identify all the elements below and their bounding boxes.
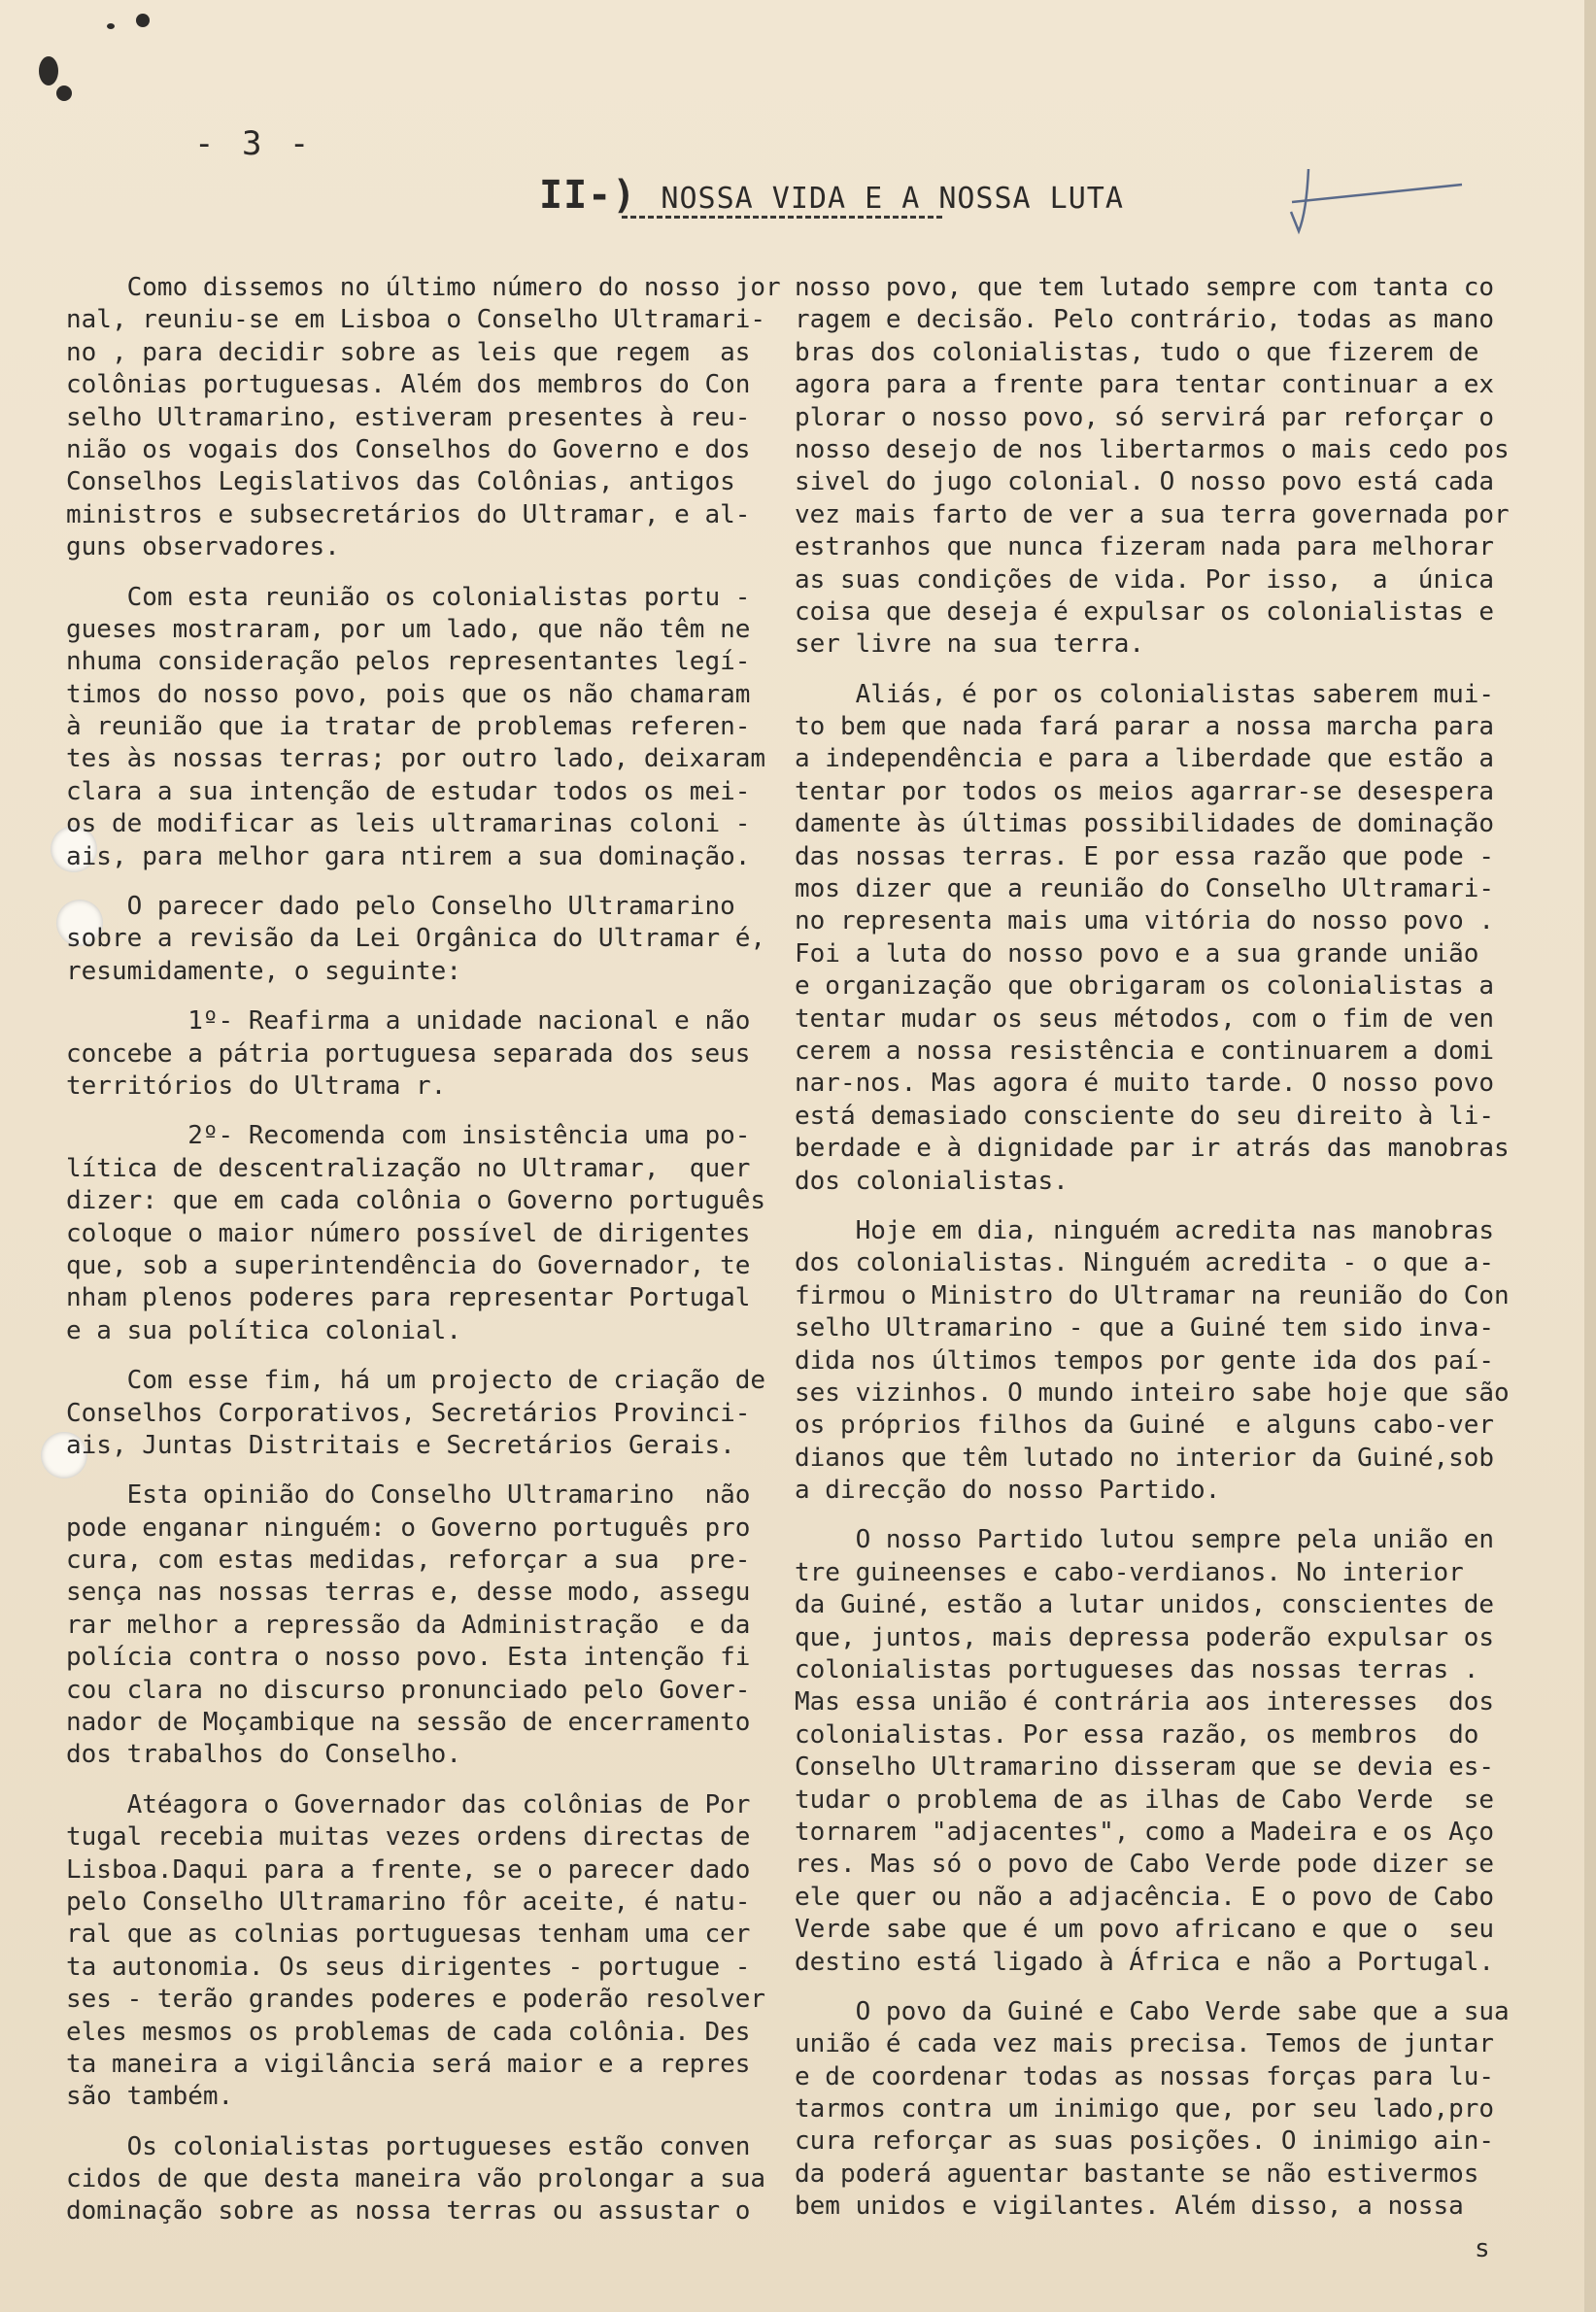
paragraph-gap: [66, 1772, 785, 1789]
text-line: e de coordenar todas as nossas forças para lu-: [795, 2061, 1495, 2091]
text-line: ses vizinhos. O mundo inteiro sabe hoje que são: [795, 1377, 1510, 1408]
text-line: selho Ultramarino - que a Guiné tem sido inva-: [795, 1313, 1495, 1343]
text-line: eles mesmos os problemas de cada colônia. Des: [66, 2017, 751, 2047]
text-line: territórios do Ultrama r.: [66, 1071, 447, 1101]
text-line: está demasiado consciente do seu direito à li-: [795, 1101, 1495, 1131]
text-line: dos colonialistas.: [795, 1166, 1069, 1196]
text-line: dominação sobre as nossa terras ou assustar o: [66, 2196, 751, 2227]
text-line: ral que as colnias portuguesas tenham uma cer: [66, 1920, 751, 1950]
text-line: Lisboa.Daqui para a frente, se o parecer dado: [66, 1854, 751, 1885]
text-line: nador de Moçambique na sessão de encerramento: [66, 1708, 751, 1738]
text-line: ais, para melhor gara ntirem a sua dominação.: [66, 841, 751, 871]
title-underline: [622, 216, 942, 219]
text-line: ais, Juntas Distritais e Secretários Gerais.: [66, 1430, 735, 1460]
text-line: tentar por todos os meios agarrar-se desespera: [795, 776, 1495, 806]
section-title: [539, 173, 1124, 218]
ink-smudge: [136, 14, 150, 27]
text-line: resumidamente, o seguinte:: [66, 956, 461, 986]
text-line: timos do nosso povo, pois que os não chamaram: [66, 679, 751, 709]
text-line: no , para decidir sobre as leis que regem as: [66, 337, 751, 367]
text-line: dizer: que em cada colônia o Governo português: [66, 1186, 766, 1216]
text-line: Com esta reunião os colonialistas portu -: [66, 582, 751, 612]
text-line: tes às nossas terras; por outro lado, deixaram: [66, 744, 766, 774]
text-line: concebe a pátria portuguesa separada dos seus: [66, 1038, 751, 1069]
text-line: Esta opinião do Conselho Ultramarino não: [66, 1480, 751, 1511]
text-line: dos colonialistas. Ninguém acredita - o que a-: [795, 1248, 1495, 1278]
text-line: sença nas nossas terras e, desse modo, assegu: [66, 1578, 751, 1608]
text-line: sobre a revisão da Lei Orgânica do Ultramar é,: [66, 924, 766, 954]
text-line: Verde sabe que é um povo africano e que o seu: [795, 1915, 1495, 1945]
text-line: ser livre na sua terra.: [795, 629, 1145, 660]
text-line: nar-nos. Mas agora é muito tarde. O nosso povo: [795, 1069, 1495, 1099]
text-line: nosso povo, que tem lutado sempre com tanta co: [795, 273, 1495, 302]
text-line: Hoje em dia, ninguém acredita nas manobras: [795, 1215, 1495, 1245]
text-line: to bem que nada fará parar a nossa marcha para: [795, 712, 1495, 742]
paragraph-gap: [66, 564, 785, 582]
text-line: ragem e decisão. Pelo contrário, todas as mano: [795, 305, 1495, 335]
text-line: Como dissemos no último número do nosso jor: [66, 273, 781, 302]
text-line: Mas essa união é contrária aos interesses dos: [795, 1687, 1495, 1717]
text-line: coloque o maior número possível de dirigentes: [66, 1218, 751, 1248]
text-line: cou clara no discurso pronunciado pelo Gover-: [66, 1675, 751, 1705]
text-line: dos trabalhos do Conselho.: [66, 1740, 461, 1770]
text-line: os de modificar as leis ultramarinas coloni -: [66, 809, 751, 839]
text-line: destino está ligado à África e não a Portugal.: [795, 1947, 1495, 1977]
text-line: Conselho Ultramarino disseram que se devia es-: [795, 1752, 1495, 1783]
text-line: ta autonomia. Os seus dirigentes - portugue -: [66, 1952, 751, 1982]
text-line: das nossas terras. E por essa razão que pode -: [795, 841, 1495, 871]
text-line: O nosso Partido lutou sempre pela união en: [795, 1525, 1495, 1555]
text-line: berdade e à dignidade par ir atrás das manobras: [795, 1134, 1510, 1164]
paragraph-gap: [795, 1198, 1543, 1215]
text-line: dianos que têm lutado no interior da Guiné,sob: [795, 1443, 1495, 1473]
text-line: dida nos últimos tempos por gente ida dos paí-: [795, 1345, 1495, 1376]
text-line: são também.: [66, 2082, 234, 2112]
text-line: cerem a nossa resistência e continuarem a domi: [795, 1036, 1495, 1066]
text-line: ses - terão grandes poderes e poderão resolver: [66, 1985, 766, 2015]
text-line: Com esse fim, há um projecto de criação de: [66, 1366, 766, 1396]
text-line: estranhos que nunca fizeram nada para melhorar: [795, 532, 1495, 562]
text-line: pode enganar ninguém: o Governo português pro: [66, 1513, 751, 1543]
text-line: vez mais farto de ver a sua terra governada por: [795, 499, 1510, 529]
paragraph-gap: [795, 1507, 1543, 1524]
text-line: res. Mas só o povo de Cabo Verde pode dizer se: [795, 1850, 1495, 1880]
text-line: tudar o problema de as ilhas de Cabo Verde se: [795, 1785, 1495, 1815]
text-line: ministros e subsecretários do Ultramar, e al-: [66, 499, 751, 529]
text-line: tarmos contra um inimigo que, por seu lado,pro: [795, 2094, 1495, 2125]
footer-mark: s: [1475, 2234, 1490, 2263]
text-line: Atéagora o Governador das colônias de Por: [66, 1789, 751, 1819]
right-text-column: [795, 272, 1543, 2224]
text-line: 1º- Reafirma a unidade nacional e não: [66, 1006, 751, 1037]
text-line: selho Ultramarino, estiveram presentes à reu-: [66, 402, 751, 432]
text-line: gueses mostraram, por um lado, que não têm ne: [66, 614, 751, 644]
ink-smudge: [107, 23, 115, 29]
text-line: tentar mudar os seus métodos, com o fim de ven: [795, 1003, 1495, 1034]
paragraph-gap: [795, 662, 1543, 679]
page-number: - 3 -: [194, 124, 314, 163]
paragraph-gap: [66, 873, 785, 891]
paragraph-gap: [66, 1347, 785, 1365]
section-number: II-): [539, 173, 637, 218]
text-line: da poderá aguentar bastante se não estivermos: [795, 2159, 1479, 2189]
page-edge: [1584, 0, 1596, 2312]
text-line: tugal recebia muitas vezes ordens directas de: [66, 1822, 751, 1853]
text-line: sivel do jugo colonial. O nosso povo está cada: [795, 467, 1495, 497]
text-line: nosso desejo de nos libertarmos o mais cedo pos: [795, 434, 1510, 464]
text-line: colonialistas portugueses das nossas terras .: [795, 1655, 1479, 1685]
text-line: cidos de que desta maneira vão prolongar a sua: [66, 2164, 766, 2194]
paragraph-gap: [66, 2114, 785, 2131]
text-line: as suas condições de vida. Por isso, a única: [795, 564, 1495, 595]
text-line: lítica de descentralização no Ultramar, quer: [66, 1153, 751, 1183]
text-line: tre guineenses e cabo-verdianos. No interior: [795, 1557, 1464, 1587]
text-line: cura, com estas medidas, reforçar a sua pre-: [66, 1546, 751, 1576]
text-line: Conselhos Corporativos, Secretários Provinci-: [66, 1398, 751, 1428]
text-line: Aliás, é por os colonialistas saberem mui-: [795, 679, 1495, 709]
text-line: que, sob a superintendência do Governador, te: [66, 1250, 751, 1280]
paragraph-gap: [795, 1979, 1543, 1996]
text-line: à reunião que ia tratar de problemas referen-: [66, 712, 751, 742]
text-line: O povo da Guiné e Cabo Verde sabe que a sua: [795, 1996, 1510, 2026]
text-line: Foi a luta do nosso povo e a sua grande união: [795, 938, 1479, 969]
paragraph-gap: [66, 1103, 785, 1120]
text-line: coisa que deseja é expulsar os colonialistas e: [795, 596, 1495, 627]
paragraph-gap: [66, 1462, 785, 1479]
text-line: e a sua política colonial.: [66, 1315, 461, 1345]
text-line: rar melhor a repressão da Administração e da: [66, 1610, 751, 1640]
text-line: ta maneira a vigilância será maior e a repres: [66, 2049, 751, 2079]
text-line: colonialistas. Por essa razão, os membros do: [795, 1719, 1479, 1750]
section-heading: NOSSA VIDA E A NOSSA LUTA: [661, 182, 1124, 216]
pen-mark-icon: [1287, 163, 1472, 241]
text-line: união é cada vez mais precisa. Temos de juntar: [795, 2029, 1495, 2059]
text-line: ele quer ou não a adjacência. E o povo de Cabo: [795, 1882, 1495, 1912]
text-line: clara a sua intenção de estudar todos os mei-: [66, 776, 751, 806]
text-line: mos dizer que a reunião do Conselho Ultramari-: [795, 874, 1495, 904]
text-line: os próprios filhos da Guiné e alguns cabo-ver: [795, 1411, 1495, 1441]
text-line: a direcção do nosso Partido.: [795, 1476, 1221, 1506]
text-line: bem unidos e vigilantes. Além disso, a nossa: [795, 2192, 1464, 2222]
text-line: firmou o Ministro do Ultramar na reunião do Con: [795, 1280, 1510, 1310]
text-line: 2º- Recomenda com insistência uma po-: [66, 1121, 751, 1151]
text-line: nham plenos poderes para representar Portugal: [66, 1283, 751, 1313]
ink-smudge: [56, 85, 72, 101]
text-line: bras dos colonialistas, tudo o que fizerem de: [795, 337, 1479, 367]
text-line: nhuma consideração pelos representantes legí-: [66, 647, 751, 677]
text-line: Conselhos Legislativos das Colônias, antigos: [66, 467, 735, 497]
text-line: agora para a frente para tentar continuar a ex: [795, 370, 1495, 400]
text-line: Os colonialistas portugueses estão conven: [66, 2131, 751, 2161]
text-line: tornarem "adjacentes", como a Madeira e os Aço: [795, 1817, 1495, 1847]
text-line: plorar o nosso povo, só servirá par reforçar o: [795, 402, 1495, 432]
text-line: O parecer dado pelo Conselho Ultramarino: [66, 892, 735, 922]
text-line: guns observadores.: [66, 532, 340, 562]
text-line: nal, reuniu-se em Lisboa o Conselho Ultramari-: [66, 305, 766, 335]
text-line: colônias portuguesas. Além dos membros do Con: [66, 370, 751, 400]
text-line: da Guiné, estão a lutar unidos, conscientes de: [795, 1590, 1495, 1620]
paragraph-gap: [66, 988, 785, 1005]
left-text-column: [66, 272, 785, 2228]
text-line: pelo Conselho Ultramarino fôr aceite, é natu-: [66, 1887, 751, 1917]
text-line: damente às últimas possibilidades de dominação: [795, 809, 1495, 839]
text-line: polícia contra o nosso povo. Esta intenção fi: [66, 1643, 751, 1673]
text-line: cura reforçar as suas posições. O inimigo ain-: [795, 2126, 1495, 2157]
text-line: a independência e para a liberdade que estão a: [795, 744, 1495, 774]
ink-smudge: [39, 56, 58, 85]
text-line: no representa mais uma vitória do nosso povo .: [795, 906, 1495, 936]
text-line: e organização que obrigaram os colonialistas a: [795, 971, 1495, 1002]
text-line: nião os vogais dos Conselhos do Governo e dos: [66, 434, 751, 464]
text-line: que, juntos, mais depressa poderão expulsar os: [795, 1622, 1495, 1652]
